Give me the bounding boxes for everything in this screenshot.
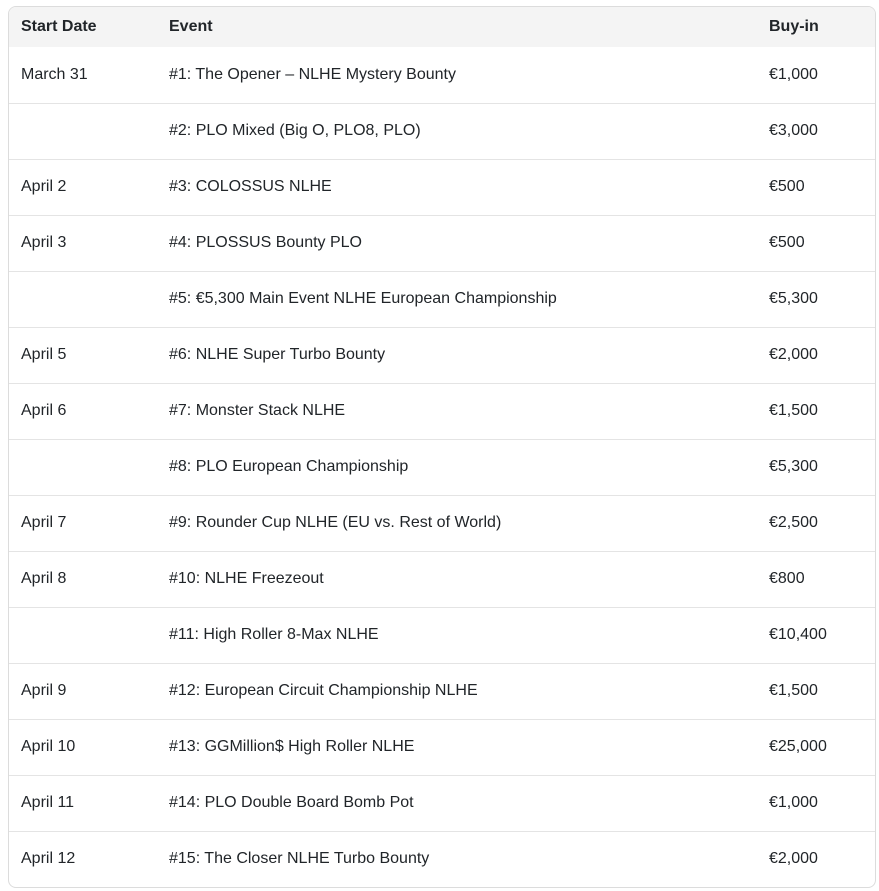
table-body: [9, 47, 876, 887]
buyin-cell: €3,000: [757, 103, 876, 159]
event-cell: #15: The Closer NLHE Turbo Bounty: [157, 831, 757, 887]
event-cell: #2: PLO Mixed (Big O, PLO8, PLO): [157, 103, 757, 159]
buyin-cell: €1,000: [769, 65, 818, 83]
event-cell: #5: €5,300 Main Event NLHE European Championship: [157, 271, 757, 327]
buyin-cell: €500: [757, 159, 876, 215]
event-cell: #8: PLO European Championship: [157, 439, 757, 495]
table-row: [9, 663, 876, 719]
start-date-cell: April 6: [9, 383, 157, 439]
table-row: [9, 551, 876, 607]
start-date-cell: April 2: [9, 159, 157, 215]
buyin-cell: €1,500: [757, 663, 876, 719]
event-cell: #4: PLOSSUS Bounty PLO: [157, 215, 757, 271]
buyin-cell: €1,000: [757, 775, 876, 831]
buyin-cell: €2,000: [757, 831, 876, 887]
header-start-date: Start Date: [21, 18, 97, 35]
table-row: [9, 47, 876, 103]
table-row: [9, 271, 876, 327]
start-date-cell: April 5: [9, 327, 157, 383]
table-row: [9, 159, 876, 215]
tournament-schedule-table: [9, 7, 876, 887]
event-cell: #10: NLHE Freezeout: [157, 551, 757, 607]
tournament-schedule-card: [8, 6, 876, 888]
start-date-cell: [9, 439, 157, 495]
start-date-cell: April 10: [9, 719, 157, 775]
start-date-cell: April 12: [9, 831, 157, 887]
event-cell: #1: The Opener – NLHE Mystery Bounty: [169, 65, 456, 83]
buyin-cell: €25,000: [757, 719, 876, 775]
header-row: [9, 7, 876, 47]
start-date-cell: March 31: [21, 65, 88, 83]
table-row: [9, 327, 876, 383]
table-row: [9, 439, 876, 495]
start-date-cell: [9, 103, 157, 159]
event-cell: #13: GGMillion$ High Roller NLHE: [157, 719, 757, 775]
table-row: [9, 831, 876, 887]
event-cell: #11: High Roller 8-Max NLHE: [157, 607, 757, 663]
header-buyin: Buy-in: [769, 18, 819, 35]
table-row: [9, 495, 876, 551]
buyin-cell: €2,500: [757, 495, 876, 551]
event-cell: #7: Monster Stack NLHE: [157, 383, 757, 439]
table-header: [9, 7, 876, 47]
buyin-cell: €800: [757, 551, 876, 607]
start-date-cell: April 9: [9, 663, 157, 719]
start-date-cell: April 11: [9, 775, 157, 831]
table-row: [9, 103, 876, 159]
start-date-cell: [9, 271, 157, 327]
start-date-cell: April 8: [9, 551, 157, 607]
table-row: [9, 383, 876, 439]
event-cell: #9: Rounder Cup NLHE (EU vs. Rest of World): [157, 495, 757, 551]
event-cell: #6: NLHE Super Turbo Bounty: [157, 327, 757, 383]
buyin-cell: €5,300: [757, 439, 876, 495]
buyin-cell: €5,300: [757, 271, 876, 327]
start-date-cell: April 7: [9, 495, 157, 551]
table-row: [9, 775, 876, 831]
buyin-cell: €2,000: [757, 327, 876, 383]
buyin-cell: €1,500: [757, 383, 876, 439]
table-row: [9, 215, 876, 271]
start-date-cell: April 3: [9, 215, 157, 271]
table-row: [9, 607, 876, 663]
event-cell: #3: COLOSSUS NLHE: [157, 159, 757, 215]
header-event: Event: [169, 18, 213, 35]
buyin-cell: €10,400: [757, 607, 876, 663]
event-cell: #14: PLO Double Board Bomb Pot: [157, 775, 757, 831]
event-cell: #12: European Circuit Championship NLHE: [157, 663, 757, 719]
buyin-cell: €500: [757, 215, 876, 271]
start-date-cell: [9, 607, 157, 663]
table-row: [9, 719, 876, 775]
